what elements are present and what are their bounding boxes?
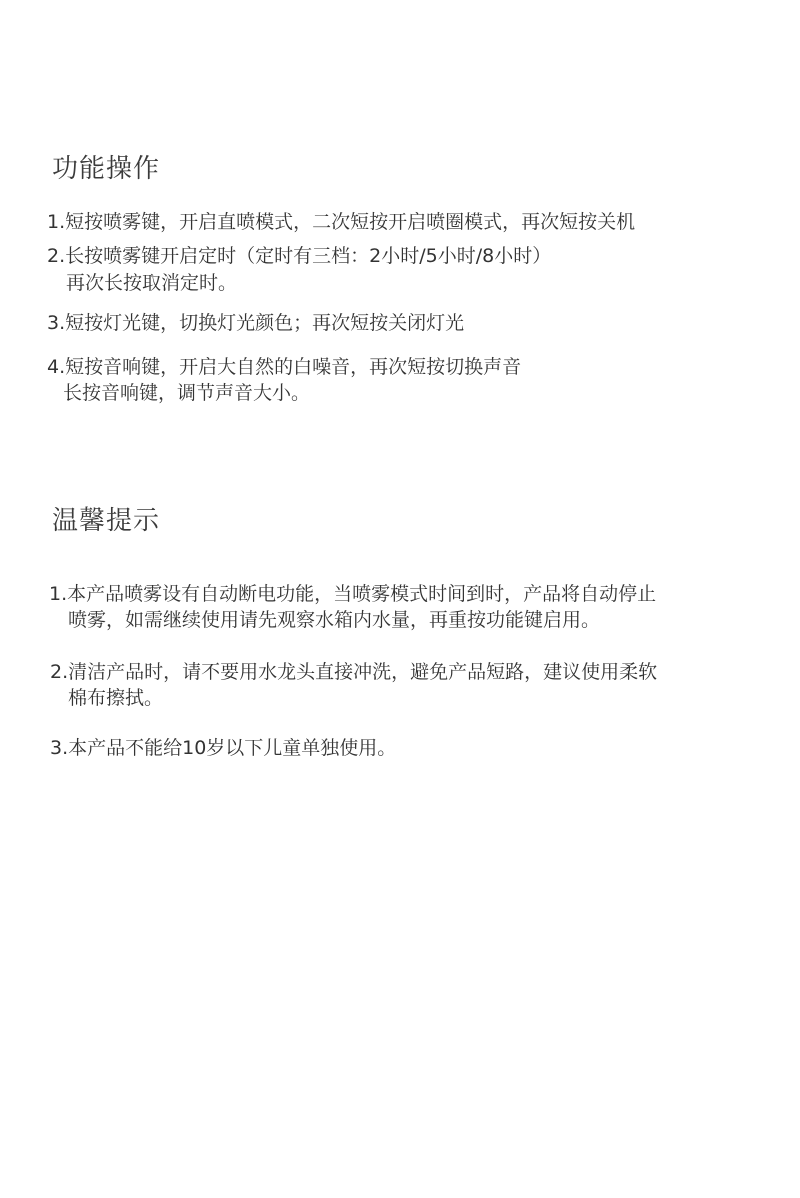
item-line: 1.短按喷雾键，开启直喷模式，二次短按开启喷圈模式，再次短按关机 <box>47 211 636 233</box>
item-line: 2.清洁产品时，请不要用水龙头直接冲洗，避免产品短路，建议使用柔软 <box>50 661 658 683</box>
item-line: 2.长按喷雾键开启定时（定时有三档：2小时/5小时/8小时） <box>47 245 552 267</box>
item-line: 4.短按音响键，开启大自然的白噪音，再次短按切换声音 <box>47 356 522 378</box>
item-line: 1.本产品喷雾设有自动断电功能，当喷雾模式时间到时，产品将自动停止 <box>49 583 657 605</box>
section-title: 温馨提示 <box>52 506 161 536</box>
item-line: 再次长按取消定时。 <box>66 272 238 294</box>
item-line: 棉布擦拭。 <box>68 687 164 709</box>
item-line: 3.本产品不能给10岁以下儿童单独使用。 <box>50 737 397 759</box>
item-line: 长按音响键，调节声音大小。 <box>63 382 311 404</box>
section-title: 功能操作 <box>52 154 161 184</box>
item-line: 3.短按灯光键，切换灯光颜色；再次短按关闭灯光 <box>47 312 465 334</box>
item-line: 喷雾，如需继续使用请先观察水箱内水量，再重按功能键启用。 <box>68 609 601 631</box>
